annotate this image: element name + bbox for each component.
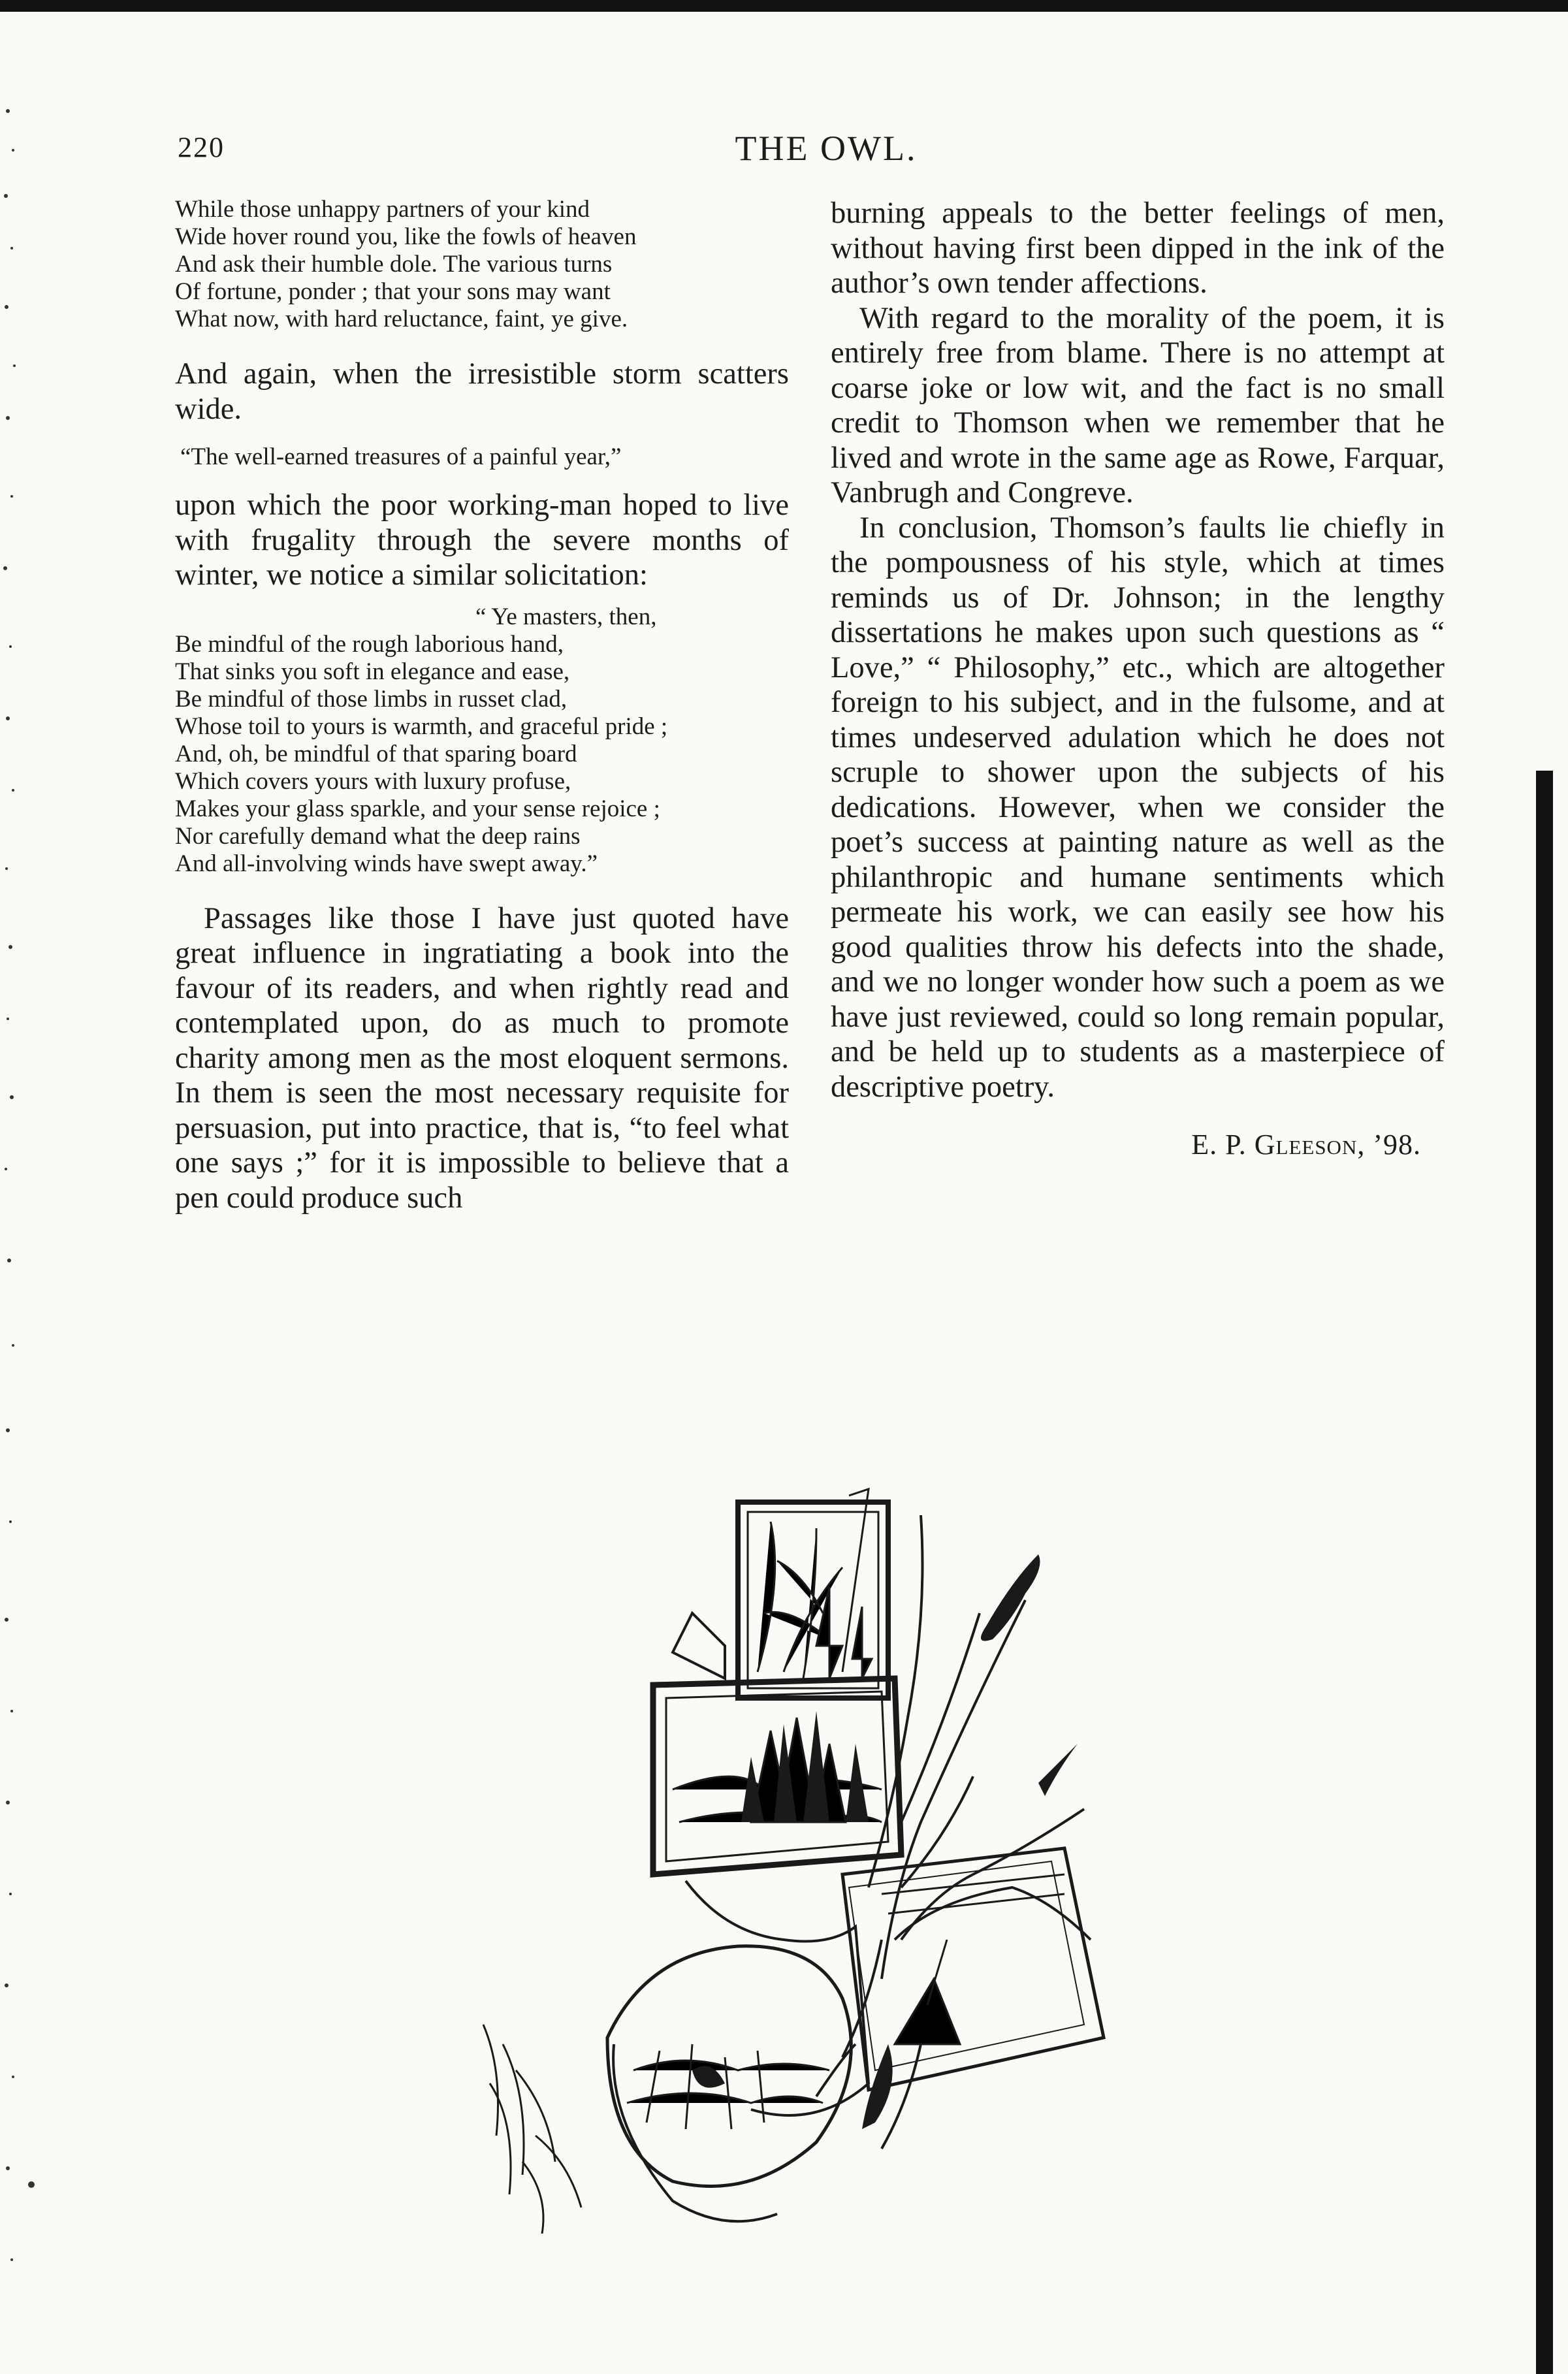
- signature-name: Gleeson: [1254, 1129, 1358, 1161]
- body-paragraph: In conclusion, Thomson’s faults lie chiefly in the pompousness of his style, which at times reminds us of Dr. Johnson; in the lengthy dissertations he makes upon such questions as “ Love,” “ Philosophy,” etc., which are altogether foreign to his subject, and in the fulsome, and at times undeserved adulation which he does not scruple to shower upon the subjects of his dedications. However, when we consider the poet’s success at painting nature as well as the philanthropic and humane sentiments which permeate his work, we can easily see how his good qualities throw his defects into the shade, and we no longer wonder how such a poem as we have just reviewed, could so long remain popular, and be held up to students as a masterpiece of descriptive poetry.: [831, 511, 1445, 1104]
- body-paragraph: Passages like those I have just quoted have great influence in ingratiating a book into the favour of its readers, and when rightly read and contemplated upon, do as much to promote charity among men as the most eloquent sermons. In them is seen the most necessary requisite for persuasion, put into practice, that is, “to feel what one says ;” for it is impossible to believe that a pen could produce such: [175, 901, 789, 1215]
- verse-line: Which covers yours with luxury profuse,: [175, 767, 571, 795]
- verse-line: Be mindful of the rough laborious hand,: [175, 630, 564, 658]
- verse-line: “ Ye masters, then,: [475, 603, 657, 630]
- spacer: [831, 1104, 1445, 1128]
- spacer: [175, 426, 789, 443]
- verse-line: Of fortune, ponder ; that your sons may want: [175, 278, 611, 305]
- body-paragraph: With regard to the morality of the poem, it is entirely free from blame. There is no attempt at coarse joke or low wit, and the fact is no small credit to Thomson when we remember that he lived and wrote in the same age as Rowe, Farquar, Vanbrugh and Congreve.: [831, 301, 1445, 509]
- body-paragraph: burning appeals to the better feelings of men, without having first been dipped in the ink of the author’s own tender affections.: [831, 197, 1445, 300]
- verse-line: Whose toil to yours is warmth, and graceful pride ;: [175, 713, 668, 740]
- signature-year: , ’98.: [1357, 1129, 1421, 1161]
- body-paragraph: upon which the poor working-man hoped to live with frugality through the severe months of winter, we notice a similar solicitation:: [175, 489, 789, 592]
- verse-line: That sinks you soft in elegance and ease,: [175, 658, 570, 685]
- spacer: [175, 333, 789, 357]
- verse-line: And ask their humble dole. The various turns: [175, 251, 613, 278]
- verse-line: Nor carefully demand what the deep rains: [175, 822, 581, 850]
- verse-quotation-1: [175, 196, 789, 333]
- signature-initials: E. P.: [1191, 1129, 1247, 1161]
- verse-line: While those unhappy partners of your kind: [175, 196, 590, 223]
- author-signature: [831, 1128, 1445, 1161]
- running-title: THE OWL.: [735, 129, 918, 168]
- verse-line: Wide hover round you, like the fowls of heaven: [175, 223, 637, 250]
- spacer: [175, 593, 789, 603]
- right-column: [831, 196, 1445, 1161]
- verse-line: And, oh, be mindful of that sparing board: [175, 740, 577, 767]
- verse-line: Makes your glass sparkle, and your sense rejoice ;: [175, 795, 660, 822]
- page-number: 220: [178, 131, 225, 163]
- inline-quotation: “The well-earned treasures of a painful year,”: [180, 443, 622, 470]
- scan-edge-specks: [0, 0, 39, 2374]
- decorative-engraving: [477, 1483, 1136, 2247]
- body-paragraph: And again, when the irresistible storm scatters wide.: [175, 357, 789, 426]
- spacer: [175, 471, 789, 488]
- left-column: [175, 196, 789, 1215]
- scan-top-border: [0, 0, 1568, 12]
- verse-line: And all-involving winds have swept away.”: [175, 850, 598, 877]
- scan-right-border: [1536, 771, 1553, 2374]
- verse-quotation-2: [175, 603, 789, 878]
- spacer: [175, 878, 789, 901]
- verse-line: Be mindful of those limbs in russet clad,: [175, 685, 568, 713]
- verse-line: What now, with hard reluctance, faint, ye give.: [175, 306, 628, 332]
